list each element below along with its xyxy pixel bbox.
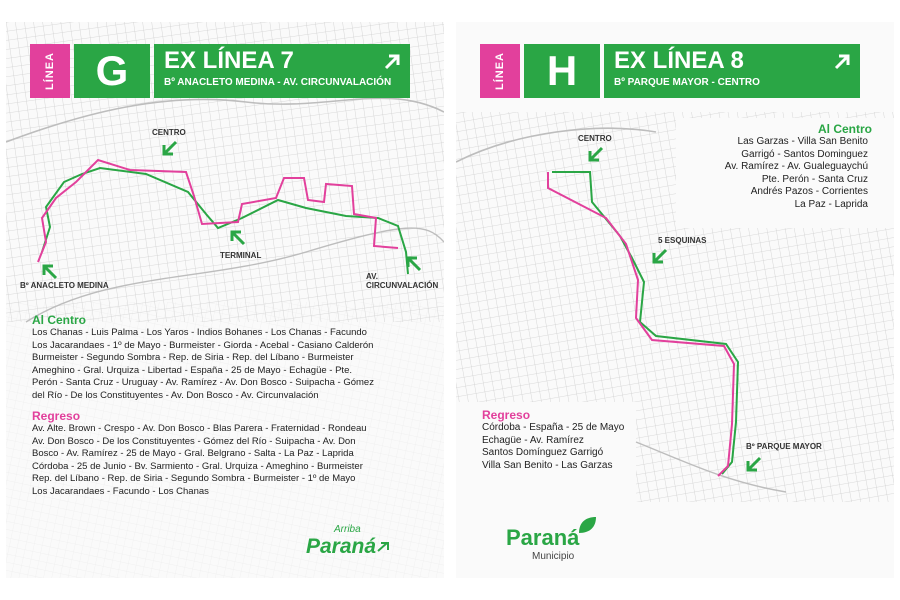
al-centro-title: Al Centro [818, 122, 872, 136]
route-line: Los Jacarandaes - 1º de Mayo - Burmeister - Giorda - Acebal - Casiano Calderón [32, 339, 374, 351]
route-title-box [154, 44, 410, 98]
route-line: Córdoba - 25 de Junio - Bv. Sarmiento - Gral. Urquiza - Ameghino - Burmeister [32, 460, 363, 472]
route-line: La Paz - Laprida [794, 198, 868, 210]
place-av-circunvalacion: AV. CIRCUNVALACIÓN [366, 272, 439, 290]
route-line: Echagüe - Av. Ramírez [482, 434, 584, 446]
route-line: Los Jacarandaes - Facundo - Los Chanas [32, 485, 209, 497]
route-line: Perón - Santa Cruz - Uruguay - Av. Ramírez - Av. Don Bosco - Suipacha - Gómez [32, 377, 374, 389]
place-parque-mayor: Bº PARQUE MAYOR [746, 442, 822, 451]
arrow-northwest-icon [228, 228, 248, 248]
route-line: Santos Domínguez Garrigó [482, 447, 604, 459]
al-centro-list [725, 136, 868, 212]
regreso-list [32, 423, 367, 499]
al-centro-title: Al Centro [32, 313, 86, 327]
leaf-icon [576, 514, 598, 536]
route-line: Pte. Perón - Santa Cruz [761, 173, 868, 185]
route-title: EX LÍNEA 8 [614, 47, 744, 74]
linea-tag: LÍNEA [480, 44, 520, 98]
place-5-esquinas: 5 ESQUINAS [658, 236, 707, 245]
route-line: Garrigó - Santos Dominguez [741, 148, 868, 160]
route-line: Los Chanas - Luis Palma - Los Yaros - Indios Bohanes - Los Chanas - Facundo [32, 327, 367, 338]
arrow-northwest-icon [40, 262, 60, 282]
route-line: Andrés Pazos - Corrientes [750, 186, 868, 198]
place-anacleto-medina: Bº ANACLETO MEDINA [20, 281, 109, 290]
place-terminal: TERMINAL [220, 251, 262, 260]
place-centro: CENTRO [152, 128, 186, 137]
arrow-southwest-icon [744, 454, 764, 474]
regreso-list [482, 422, 624, 472]
route-line: Las Garzas - Villa San Benito [737, 136, 868, 147]
route-subtitle: Bº PARQUE MAYOR - CENTRO [614, 77, 760, 88]
route-h-header [480, 44, 860, 98]
arrow-northeast-icon [832, 52, 852, 72]
arrow-northeast-icon [382, 52, 402, 72]
street-map-h [456, 22, 894, 578]
route-g-header [30, 44, 410, 98]
route-line: Bosco - Av. Ramírez - 25 de Mayo - Gral. Belgrano - Salta - La Paz - Laprida [32, 448, 354, 460]
place-centro: CENTRO [578, 134, 612, 143]
arrow-southwest-icon [650, 246, 670, 266]
arrow-southwest-icon [160, 138, 180, 158]
route-line: del Río - De los Constituyentes - Av. Don Bosco - Av. Circunvalación [32, 389, 319, 401]
route-line: Córdoba - España - 25 de Mayo [482, 422, 625, 433]
route-h-panel [456, 22, 894, 578]
route-title-box [604, 44, 860, 98]
route-line: Burmeister - Segundo Sombra - Rep. de Siria - Rep. del Líbano - Burmeister [32, 352, 354, 364]
route-line: Av. Ramírez - Av. Gualeguaychú [724, 161, 868, 173]
arrow-northeast-icon [376, 541, 390, 553]
route-line: Ameghino - Gral. Urquiza - Libertad - España - 25 de Mayo - Echagüe - Pte. [32, 364, 352, 376]
route-line: Rep. del Líbano - Rep. de Siria - Segundo Sombra - Burmeister - 1º de Mayo [32, 473, 356, 485]
route-letter: H [524, 44, 600, 98]
linea-tag: LÍNEA [30, 44, 70, 98]
route-line: Av. Alte. Brown - Crespo - Av. Don Bosco - Blas Parera - Fraternidad - Rondeau [32, 423, 367, 434]
route-line: Villa San Benito - Las Garzas [482, 459, 613, 471]
route-subtitle: Bº ANACLETO MEDINA - AV. CIRCUNVALACIÓN [164, 77, 392, 88]
arriba-parana-logo: Arriba Paraná [306, 524, 390, 559]
regreso-title: Regreso [482, 408, 531, 422]
route-letter: G [74, 44, 150, 98]
arrow-southwest-icon [586, 144, 606, 164]
al-centro-list [32, 327, 374, 403]
route-line: Av. Don Bosco - De los Constituyentes - Gómez del Río - Suipacha - Av. Don [32, 435, 356, 447]
arrow-northwest-icon [404, 254, 424, 274]
route-g-panel [6, 22, 444, 578]
regreso-title: Regreso [32, 409, 81, 423]
route-title: EX LÍNEA 7 [164, 47, 294, 74]
parana-municipio-logo: Paraná Municipio [506, 525, 580, 562]
